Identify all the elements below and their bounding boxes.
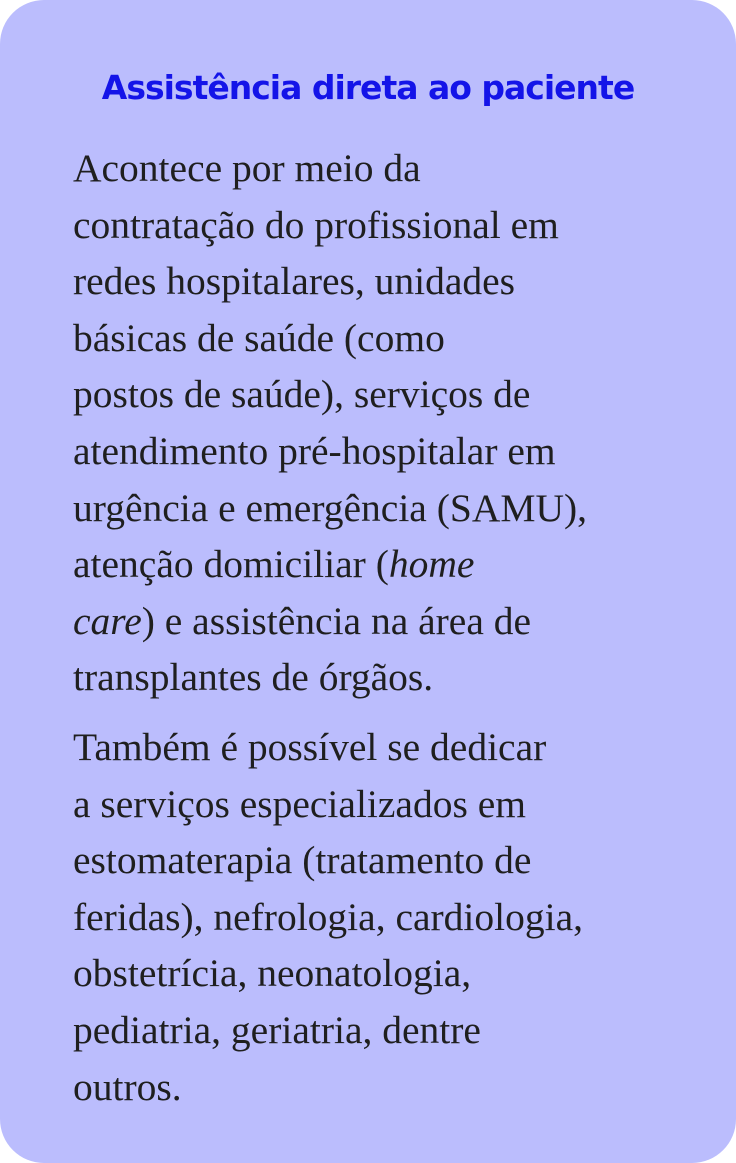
italic-term-home: home [388,542,475,587]
text-line: urgência e emergência (SAMU), [73,485,588,530]
card-title: Assistência direta ao paciente [101,68,635,107]
text-line: outros. [73,1064,182,1109]
text-fragment: atenção domiciliar ( [73,542,389,587]
text-line: postos de saúde), serviços de [73,372,531,417]
card-body [73,140,713,1115]
text-line [73,593,713,650]
text-line: Acontece por meio da [73,146,421,190]
italic-term-care: care [73,598,142,643]
text-line: redes hospitalares, unidades [73,259,516,304]
text-line: transplantes de órgãos. [73,655,434,700]
text-line: pediatria, geriatria, dentre [73,1007,481,1052]
text-line [73,536,713,593]
text-line: contratação do profissional em [73,202,559,247]
text-line: Também é possível se dedicar [73,724,547,769]
text-line: básicas de saúde (como [73,315,445,360]
text-line: feridas), nefrologia, cardiologia, [73,894,583,939]
text-line: estomaterapia (tratamento de [73,838,532,883]
text-line: obstetrícia, neonatologia, [73,951,472,996]
text-line: atendimento pré-hospitalar em [73,428,556,473]
paragraph-direct-care [73,140,713,706]
text-line: a serviços especializados em [73,781,526,826]
paragraph-specialized-services [73,719,713,1115]
text-fragment: ) e assistência na área de [141,598,532,643]
